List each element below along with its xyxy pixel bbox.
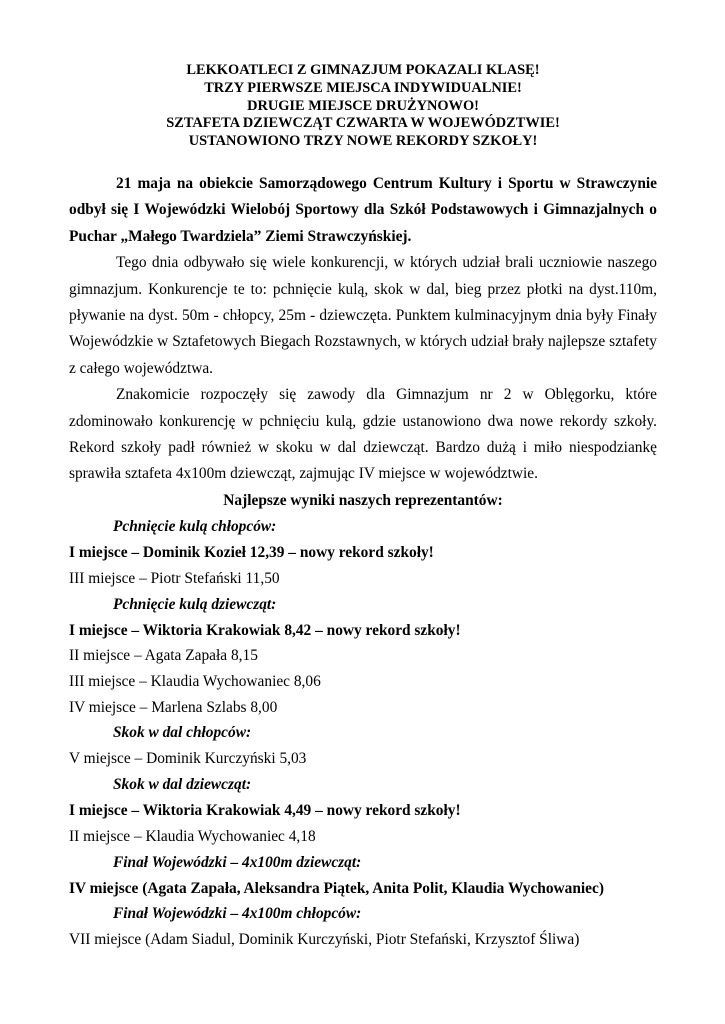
category-heading: Skok w dal chłopców: — [113, 724, 252, 742]
lead-paragraph — [69, 171, 657, 250]
result-line: I miejsce – Dominik Kozieł 12,39 – nowy rekord szkoły! — [69, 544, 434, 562]
category-heading: Finał Wojewódzki – 4x100m chłopców: — [113, 905, 362, 923]
category-heading: Pchnięcie kulą dziewcząt: — [113, 595, 277, 613]
result-line: III miejsce – Klaudia Wychowaniec 8,06 — [69, 673, 321, 691]
category-heading: Finał Wojewódzki – 4x100m dziewcząt: — [113, 853, 362, 871]
lead-text: 21 maja na obiekcie Samorządowego Centrum Kultury i Sportu w Strawczynie odbył się I Wojewódzki Wielobój Sportowy dla Szkół Podstawowych i Gimnazjalnych o Puchar „Małego Twardziela” Ziemi Strawczyńskiej. — [69, 174, 657, 245]
headline-line: USTANOWIONO TRZY NOWE REKORDY SZKOŁY! — [188, 133, 538, 150]
document-page — [69, 62, 657, 953]
result-line: VII miejsce (Adam Siadul, Dominik Kurczyński, Piotr Stefański, Krzysztof Śliwa) — [69, 931, 580, 949]
results-section — [69, 514, 657, 953]
headline-line: DRUGIE MIEJSCE DRUŻYNOWO! — [247, 97, 479, 114]
headline-line: SZTAFETA DZIEWCZĄT CZWARTA W WOJEWÓDZTWIE! — [166, 115, 560, 132]
paragraph-text: Tego dnia odbywało się wiele konkurencji, w których udział brali uczniowie naszego gimnazjum. Konkurencje te to: pchnięcie kulą, skok w dal, bieg przez płotki na dyst.110m, pływanie na dyst. 50m - chłopcy, 25m - dziewczęta. Punktem kulminacyjnym dnia były Finały Wojewódzkie w Sztafetowych Biegach Rozstawnych, w których udział brały najlepsze sztafety z całego województwa. — [69, 254, 657, 377]
result-line: V miejsce – Dominik Kurczyński 5,03 — [69, 750, 307, 768]
result-line: IV miejsce – Marlena Szlabs 8,00 — [69, 698, 278, 716]
headline-line: LEKKOATLECI Z GIMNAZJUM POKAZALI KLASĘ! — [186, 62, 540, 78]
result-line: II miejsce – Agata Zapała 8,15 — [69, 647, 258, 665]
category-heading: Skok w dal dziewcząt: — [113, 776, 252, 794]
result-line: II miejsce – Klaudia Wychowaniec 4,18 — [69, 827, 316, 845]
result-line: I miejsce – Wiktoria Krakowiak 8,42 – nowy rekord szkoły! — [69, 621, 461, 639]
paragraph-text: Znakomicie rozpoczęły się zawody dla Gimnazjum nr 2 w Oblęgorku, które zdominowało konkurencję w pchnięciu kulą, gdzie ustanowiono dwa nowe rekordy szkoły. Rekord szkoły padł również w skoku w dal dziewcząt. Bardzo dużą i miło niespodziankę sprawiła sztafeta 4x100m dziewcząt, zajmując IV miejsce w województwie. — [69, 386, 657, 483]
body-paragraph — [69, 382, 657, 488]
result-line: I miejsce – Wiktoria Krakowiak 4,49 – nowy rekord szkoły! — [69, 802, 461, 820]
results-heading: Najlepsze wyniki naszych reprezentantów: — [223, 491, 503, 509]
result-line: III miejsce – Piotr Stefański 11,50 — [69, 569, 280, 587]
result-line: IV miejsce (Agata Zapała, Aleksandra Piątek, Anita Polit, Klaudia Wychowaniec) — [69, 879, 604, 897]
headline — [69, 62, 657, 151]
category-heading: Pchnięcie kulą chłopców: — [113, 518, 277, 536]
body-paragraph — [69, 250, 657, 382]
headline-line: TRZY PIERWSZE MIEJSCA INDYWIDUALNIE! — [204, 79, 522, 96]
